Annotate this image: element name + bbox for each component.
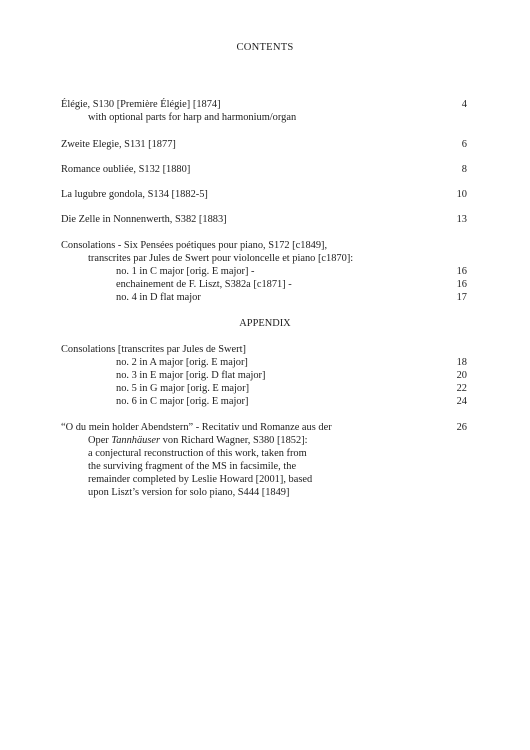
toc-subitem: no. 5 in G major [orig. E major] [116, 383, 250, 394]
toc-entry-title: Romance oubliée, S132 [1880] [61, 164, 191, 175]
opera-title: Tannhäuser [111, 435, 161, 446]
toc-note-line: the surviving fragment of the MS in facsimile, the [88, 461, 297, 472]
toc-subitem: no. 2 in A major [orig. E major] [116, 357, 248, 368]
toc-subitem: no. 6 in C major [orig. E major] [116, 396, 249, 407]
toc-entry-subtitle [88, 435, 308, 447]
toc-note-line: upon Liszt’s version for solo piano, S444 [1849] [88, 487, 290, 498]
toc-entry-subtitle: with optional parts for harp and harmonium/organ [88, 112, 297, 123]
page-title: CONTENTS [236, 42, 294, 53]
toc-subitem: no. 3 in E major [orig. D flat major] [116, 370, 266, 381]
toc-page-number: 18 [456, 357, 467, 368]
toc-entry-title: Die Zelle in Nonnenwerth, S382 [1883] [61, 214, 227, 225]
toc-page-number: 8 [461, 164, 467, 175]
opera-prefix: Oper [88, 435, 112, 446]
toc-subitem: no. 4 in D flat major [116, 292, 201, 303]
opera-suffix: von Richard Wagner, S380 [1852]: [160, 435, 308, 446]
toc-page-number: 26 [456, 422, 467, 433]
toc-page-number: 6 [461, 139, 467, 150]
toc-page-number: 13 [456, 214, 467, 225]
toc-page-number: 17 [456, 292, 467, 303]
appendix-heading: APPENDIX [239, 318, 291, 329]
toc-entry-title: Consolations [transcrites par Jules de Swert] [61, 344, 246, 355]
toc-page-number: 20 [456, 370, 467, 381]
toc-entry-title: Zweite Elegie, S131 [1877] [61, 139, 176, 150]
toc-page-number: 16 [456, 266, 467, 277]
toc-entry-subtitle: transcrites par Jules de Swert pour violoncelle et piano [c1870]: [88, 253, 354, 264]
toc-subitem: no. 1 in C major [orig. E major] - [116, 266, 255, 277]
toc-page-number: 24 [456, 396, 467, 407]
toc-page-number: 10 [456, 189, 467, 200]
toc-note-line: remainder completed by Leslie Howard [2001], based [88, 474, 313, 485]
toc-subitem: enchainement de F. Liszt, S382a [c1871] - [116, 279, 292, 290]
toc-entry-title: Élégie, S130 [Première Élégie] [1874] [61, 99, 221, 110]
toc-note-line: a conjectural reconstruction of this work, taken from [88, 448, 307, 459]
toc-entry-title: La lugubre gondola, S134 [1882-5] [61, 189, 208, 200]
toc-page-number: 22 [456, 383, 467, 394]
toc-page-number: 16 [456, 279, 467, 290]
toc-entry-title: “O du mein holder Abendstern” - Recitativ und Romanze aus der [61, 422, 332, 433]
toc-page-number: 4 [461, 99, 467, 110]
toc-entry-title: Consolations - Six Pensées poétiques pour piano, S172 [c1849], [61, 240, 328, 251]
